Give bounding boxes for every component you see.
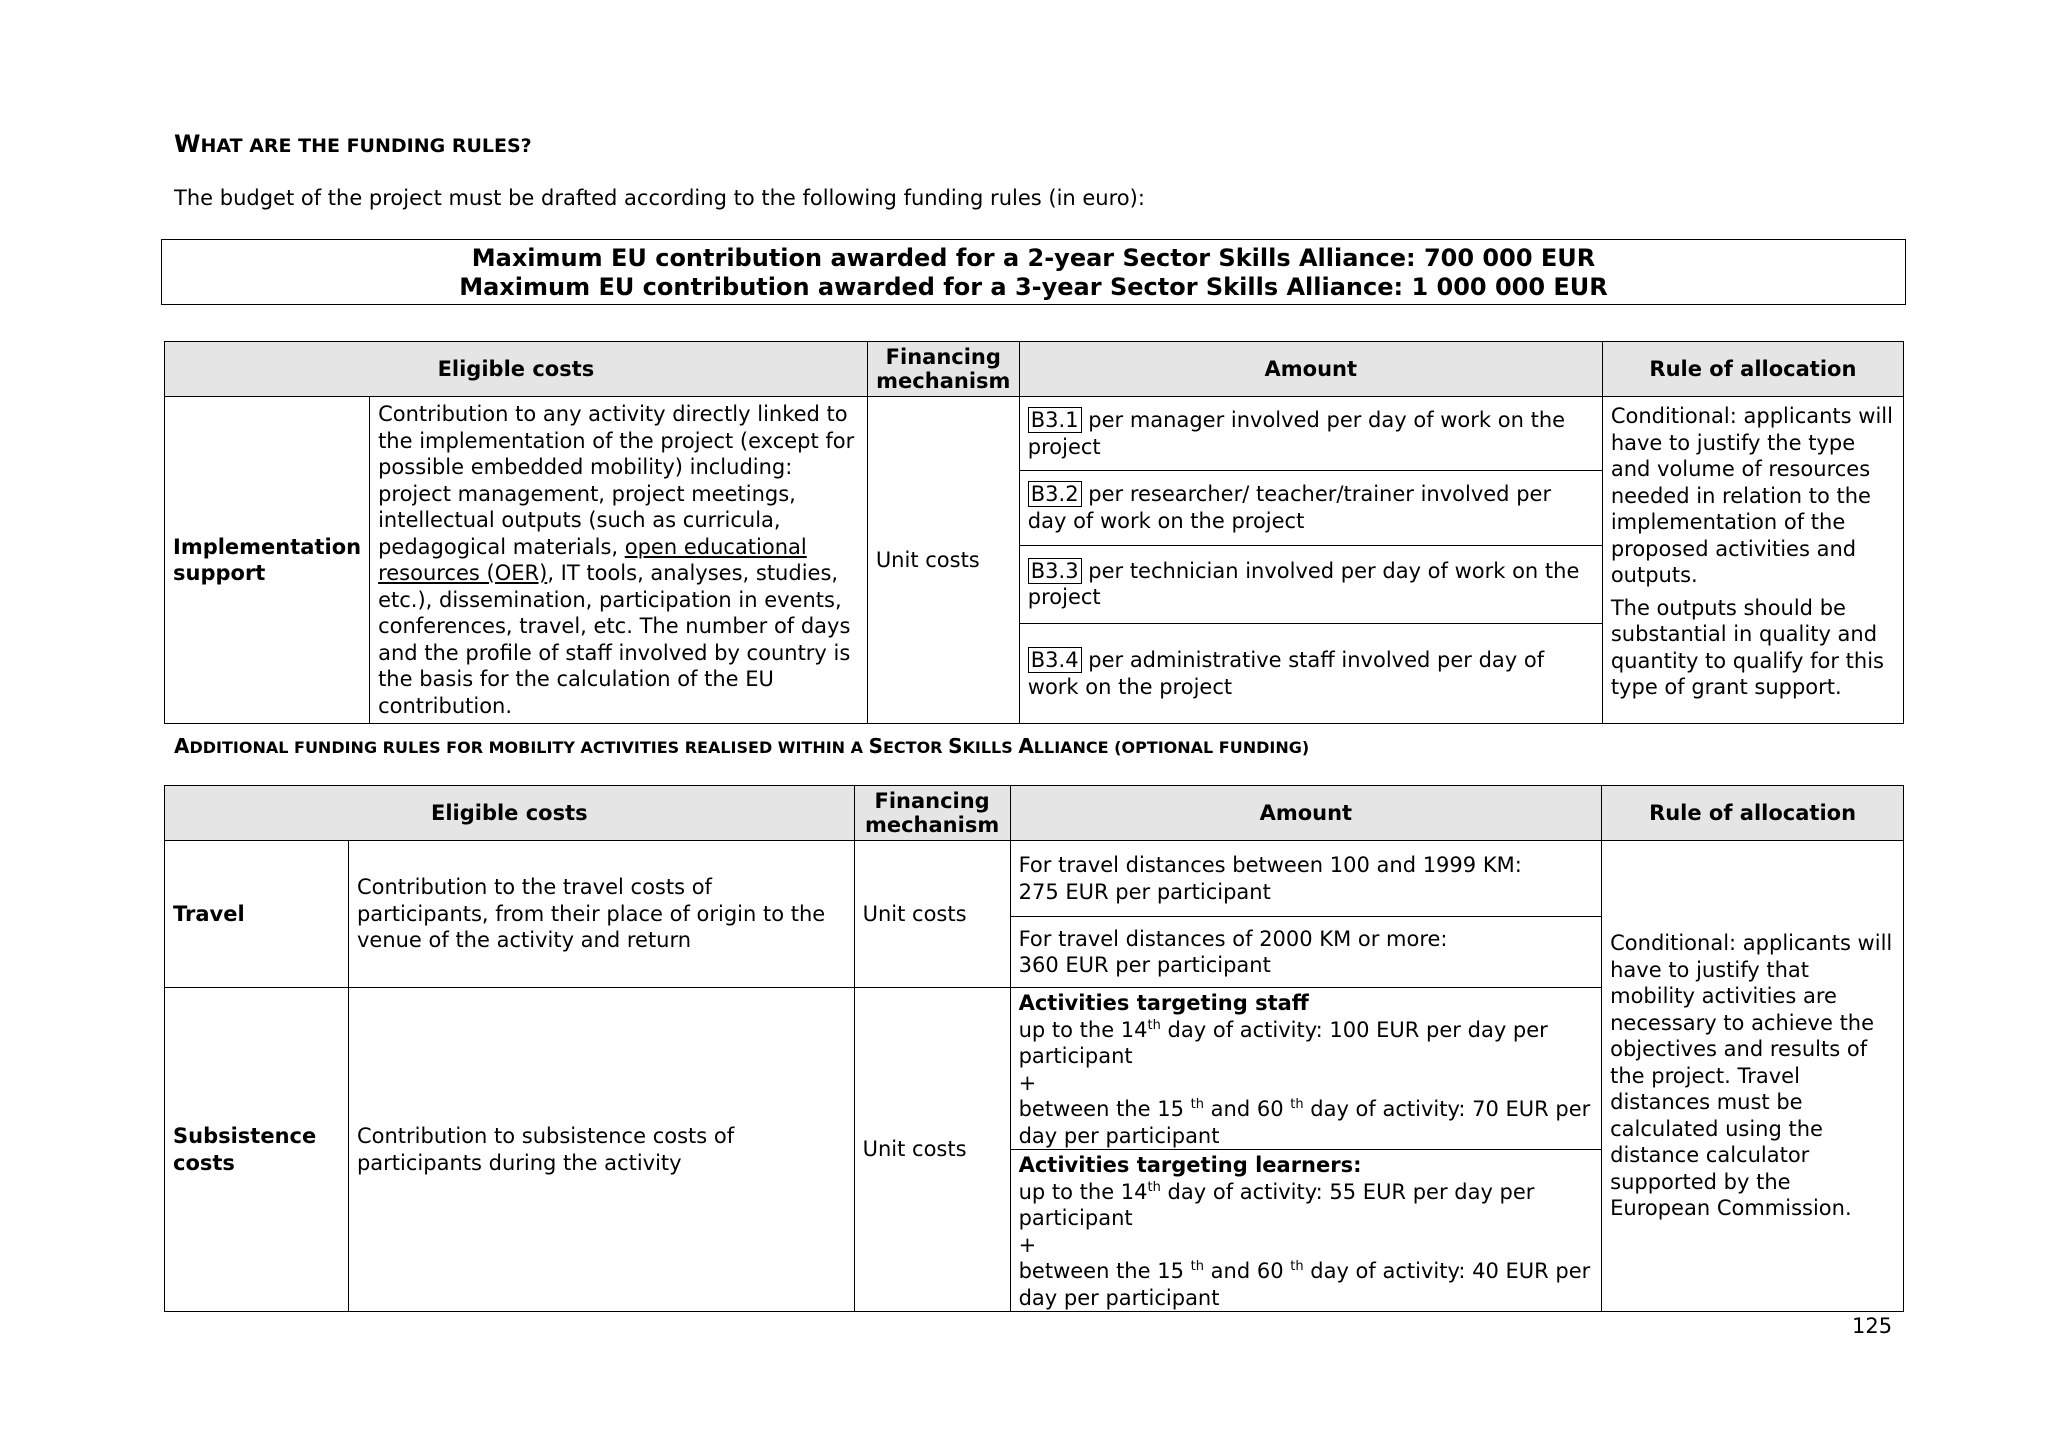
table-header-row	[165, 342, 1904, 397]
rule-of-allocation: Conditional: applicants will have to justify the type and volume of resources needed in relation to the implementation of the proposed activities and outputs. The outputs should be substantial in quality and quantity to qualify for this type of grant support.	[1602, 397, 1903, 724]
section-title: WHAT ARE THE FUNDING RULES?	[174, 130, 532, 158]
header-rule-of-allocation: Rule of allocation	[1602, 786, 1904, 841]
mobility-funding-table	[164, 785, 1904, 1312]
travel-amount-short: For travel distances between 100 and 1999 KM: 275 EUR per participant	[1010, 841, 1602, 917]
cost-category-travel: Travel	[165, 841, 349, 988]
travel-amount-long: For travel distances of 2000 KM or more: 360 EUR per participant	[1010, 917, 1602, 988]
subsistence-financing: Unit costs	[854, 988, 1010, 1312]
header-financing-mechanism: Financing mechanism	[854, 786, 1010, 841]
staff-subsistence-amount: Activities targeting staff up to the 14th day of activity: 100 EUR per day per participant + between the 15 $^{th}$ and 60 $^{th}$ day of activity: 70 EUR per day per participant	[1010, 988, 1602, 1150]
amount-cell: B3.3 per technician involved per day of work on the project	[1019, 545, 1602, 624]
mobility-section-title: ADDITIONAL FUNDING RULES FOR MOBILITY ACTIVITIES REALISED WITHIN A SECTOR SKILLS ALLIANCE (OPTIONAL FUNDING)	[174, 734, 1310, 758]
mobility-rule-of-allocation: Conditional: applicants will have to justify that mobility activities are necessary to achieve the objectives and results of the project. Travel distances must be calculated using the distance calculator supported by the European Commission.	[1602, 841, 1904, 1312]
travel-description: Contribution to the travel costs of participants, from their place of origin to the venue of the activity and return	[348, 841, 854, 988]
table-row	[165, 841, 1904, 917]
subsistence-description: Contribution to subsistence costs of participants during the activity	[348, 988, 854, 1312]
cost-description: Contribution to any activity directly linked to the implementation of the project (except for possible embedded mobility) including: project management, project meetings, intellectual outputs (such as curricula, pedagogical materials, open educational resources (OER), IT tools, analyses, studies, etc.), dissemination, participation in events, conferences, travel, etc. The number of days and the profile of staff involved by country is the basis for the calculation of the EU contribution.	[370, 397, 868, 724]
unit-cost-code: B3.3	[1028, 558, 1082, 584]
max-contribution-box	[161, 239, 1906, 305]
max-contribution-3year: Maximum EU contribution awarded for a 3-year Sector Skills Alliance: 1 000 000 EUR	[459, 273, 1608, 301]
page-number: 125	[1852, 1314, 1893, 1338]
header-financing-mechanism: Financing mechanism	[867, 342, 1019, 397]
max-contribution-2year: Maximum EU contribution awarded for a 2-year Sector Skills Alliance: 700 000 EUR	[471, 244, 1596, 272]
table-row	[165, 397, 1904, 471]
amount-cell: B3.1 per manager involved per day of work on the project	[1019, 397, 1602, 471]
cost-category-subsistence: Subsistence costs	[165, 988, 349, 1312]
amount-cell: B3.2 per researcher/ teacher/trainer involved per day of work on the project	[1019, 471, 1602, 545]
header-eligible-costs: Eligible costs	[165, 786, 855, 841]
financing-mechanism: Unit costs	[867, 397, 1019, 724]
unit-cost-code: B3.4	[1028, 647, 1082, 673]
intro-text: The budget of the project must be drafted according to the following funding rules (in euro):	[174, 186, 1145, 210]
header-amount: Amount	[1019, 342, 1602, 397]
travel-financing: Unit costs	[854, 841, 1010, 988]
cost-category: Implementation support	[165, 397, 370, 724]
learner-subsistence-amount: Activities targeting learners: up to the 14th day of activity: 55 EUR per day per participant + between the 15 $^{th}$ and 60 $^{th}$ day of activity: 40 EUR per day per participant	[1010, 1150, 1602, 1312]
unit-cost-code: B3.1	[1028, 407, 1082, 433]
header-rule-of-allocation: Rule of allocation	[1602, 342, 1903, 397]
table-header-row	[165, 786, 1904, 841]
header-eligible-costs: Eligible costs	[165, 342, 868, 397]
implementation-support-table	[164, 341, 1904, 724]
unit-cost-code: B3.2	[1028, 481, 1082, 507]
oer-link[interactable]: open educational resources (OER)	[378, 534, 807, 585]
amount-cell: B3.4 per administrative staff involved per day of work on the project	[1019, 624, 1602, 724]
header-amount: Amount	[1010, 786, 1602, 841]
